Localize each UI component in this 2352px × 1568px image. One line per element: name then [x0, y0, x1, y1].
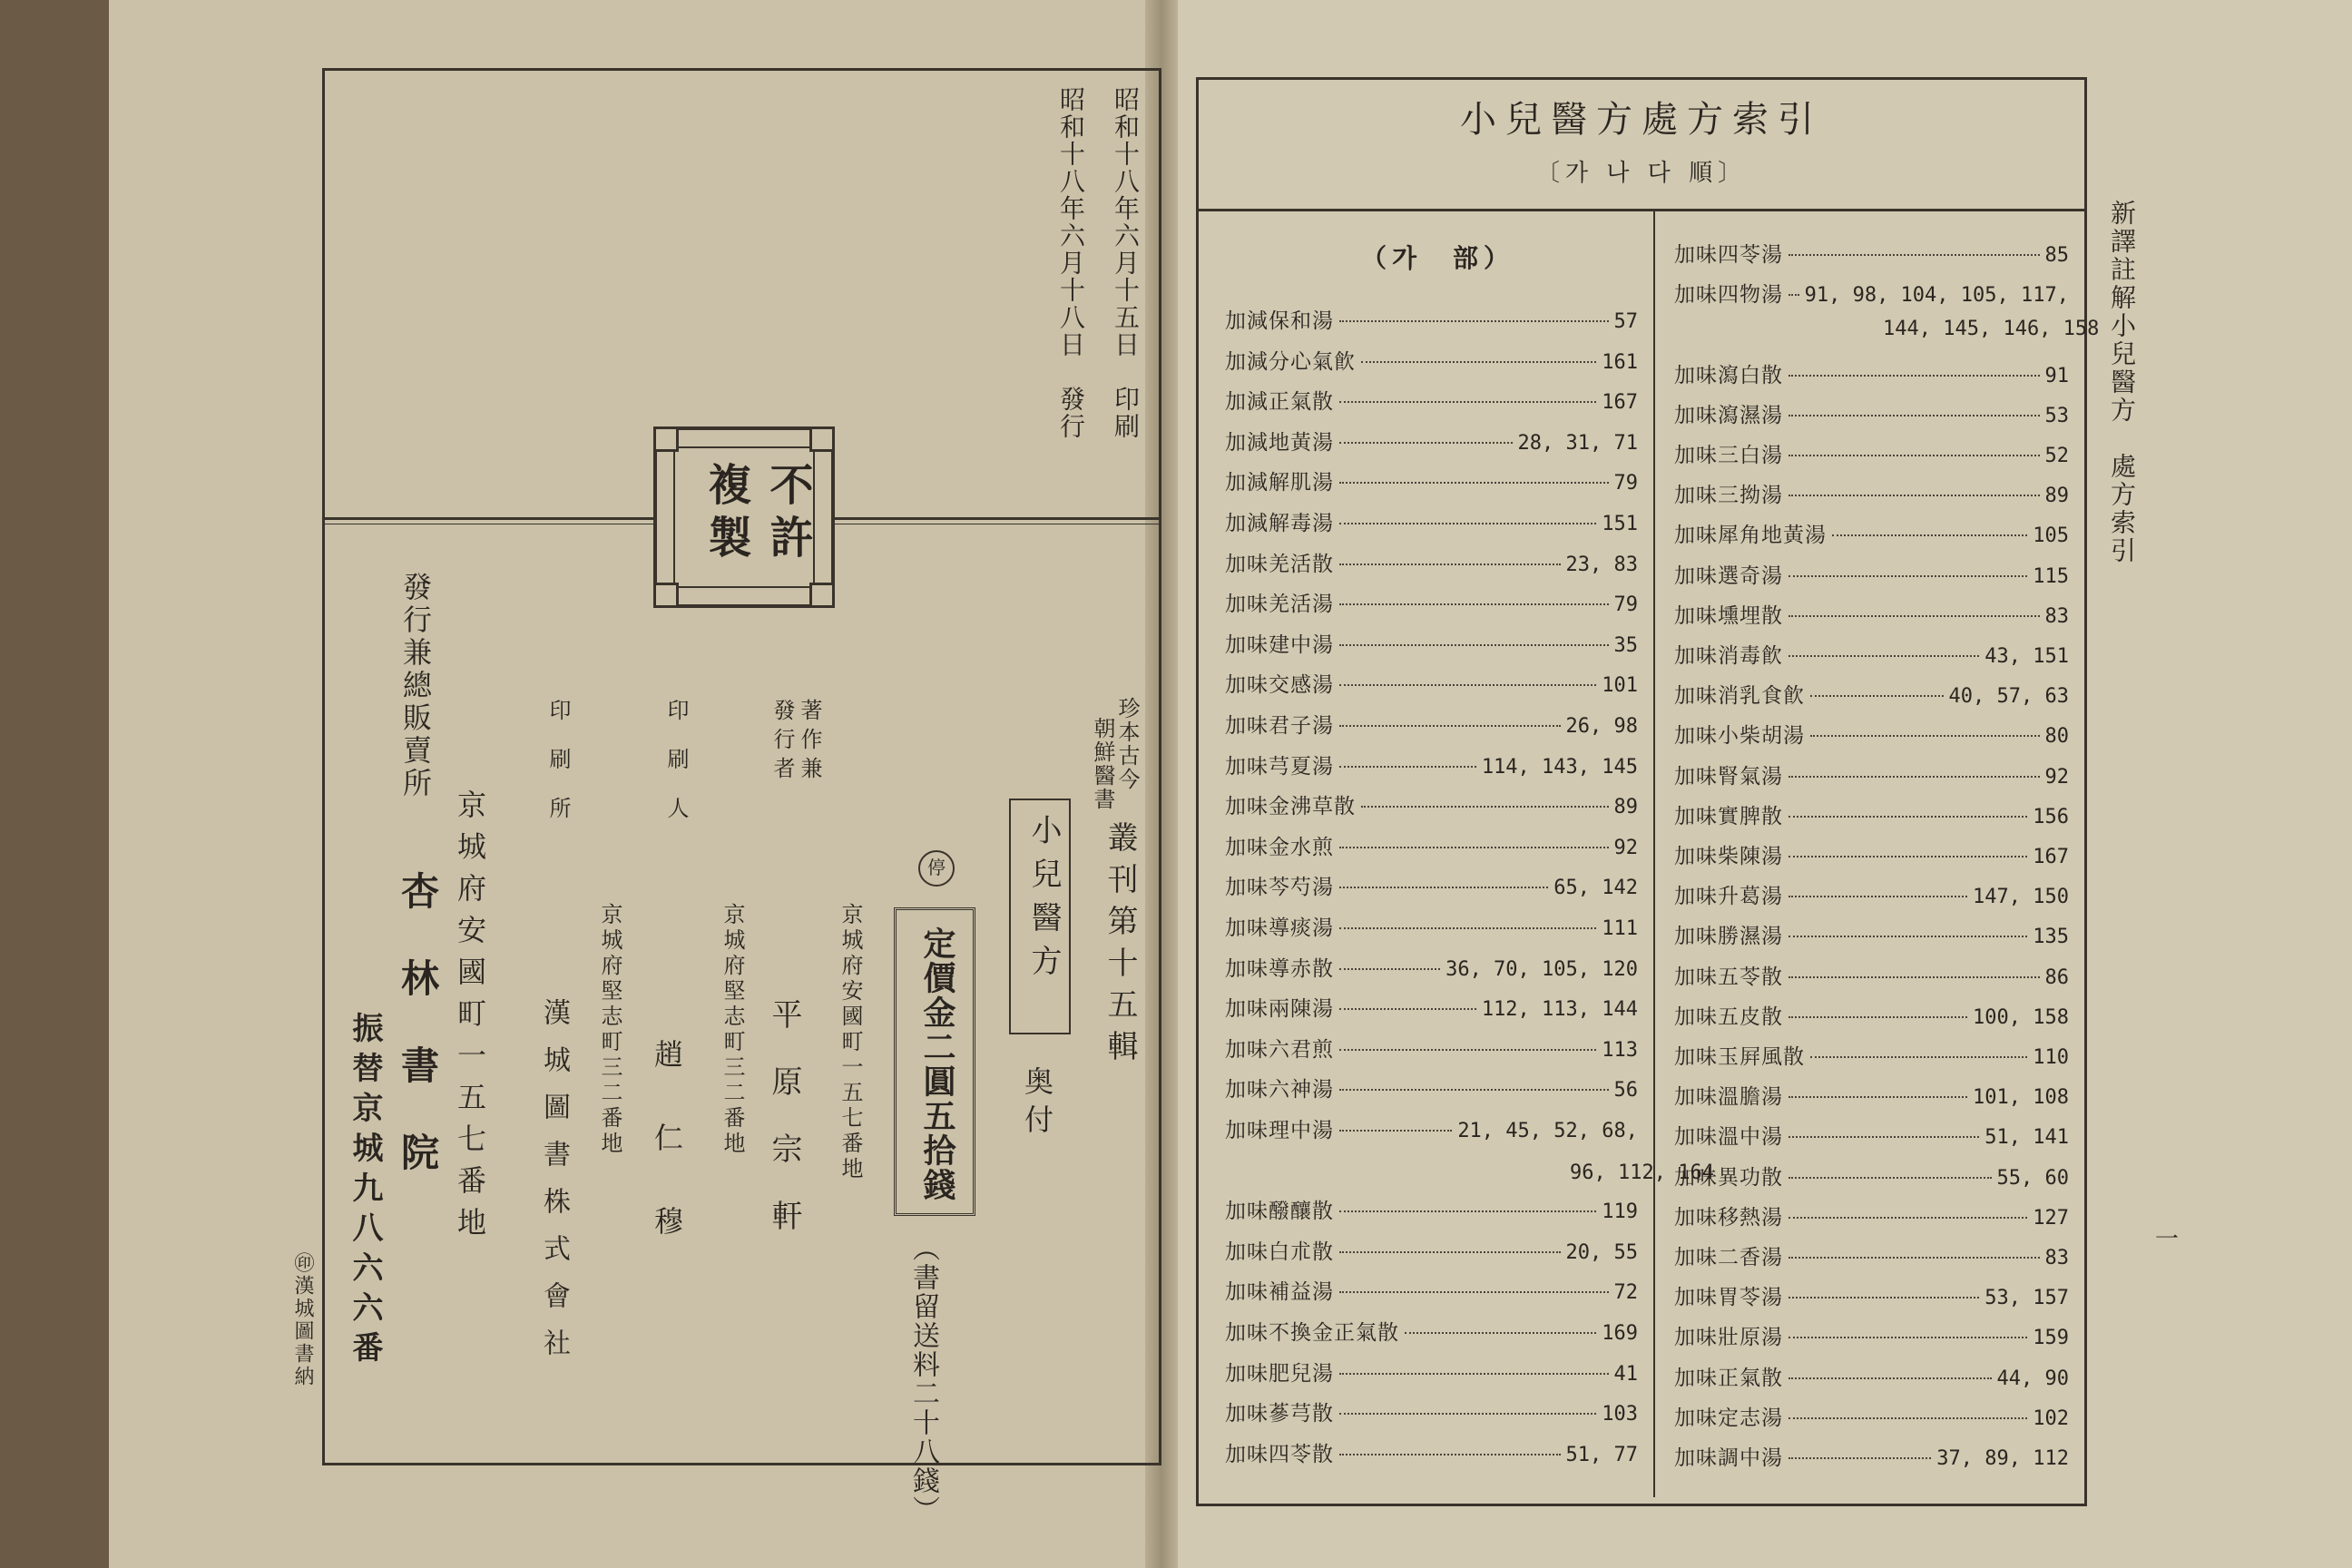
leader-dots [1339, 1413, 1596, 1415]
index-entry [1674, 679, 2069, 709]
index-entry [1674, 1080, 2069, 1110]
entry-name: 加味兩陳湯 [1225, 997, 1334, 1022]
leader-dots [1339, 482, 1609, 484]
index-entry [1225, 1275, 1638, 1305]
index-entry [1225, 587, 1638, 617]
entry-name: 加減地黃湯 [1225, 430, 1334, 455]
leader-dots [1788, 495, 2040, 496]
index-entry [1225, 506, 1638, 536]
leader-dots [1788, 575, 2027, 577]
entry-pages: 105 [2033, 524, 2069, 548]
publisher-label: 發行者 [769, 699, 795, 786]
leader-dots [1788, 896, 1967, 897]
entry-name: 加味二香湯 [1674, 1246, 1783, 1269]
entry-name: 加味理中湯 [1225, 1119, 1334, 1142]
leader-dots [1339, 320, 1609, 322]
leader-dots [1339, 1251, 1561, 1253]
index-column-divider [1653, 209, 1655, 1497]
entry-pages: 35 [1613, 633, 1638, 657]
index-entry [1225, 1357, 1638, 1387]
leader-dots [1339, 1373, 1609, 1375]
entry-pages: 37, 89, 112 [1936, 1447, 2069, 1470]
leader-dots [1788, 1136, 1979, 1138]
entry-pages: 151 [1602, 513, 1638, 535]
leader-dots [1339, 766, 1476, 768]
entry-name: 加味醱釀散 [1225, 1200, 1334, 1224]
entry-pages: 169 [1602, 1322, 1638, 1345]
entry-name: 加味調中湯 [1674, 1446, 1783, 1470]
leader-dots [1339, 1008, 1476, 1010]
index-entry [1674, 1161, 2069, 1191]
leader-dots [1788, 254, 2040, 256]
leader-dots [1339, 1089, 1609, 1091]
entry-name: 加味玉屛風散 [1674, 1045, 1805, 1069]
index-entry [1674, 1320, 2069, 1350]
entry-name: 加味芎夏湯 [1225, 754, 1334, 779]
entry-pages: 110 [2033, 1046, 2069, 1069]
index-entry [1225, 709, 1638, 739]
printer-label: 印刷人 [663, 699, 689, 846]
index-entry [1225, 789, 1638, 819]
entry-pages: 102 [2033, 1406, 2069, 1430]
leader-dots [1339, 847, 1609, 848]
entry-pages: 115 [2033, 564, 2069, 588]
entry-pages: 41 [1613, 1362, 1638, 1386]
entry-name: 加味六君煎 [1225, 1037, 1334, 1062]
entry-name: 加味腎氣湯 [1674, 764, 1783, 789]
index-entry [1674, 599, 2069, 629]
printer-mark: ㊞漢城圖書納 [291, 1252, 314, 1388]
index-entry [1674, 960, 2069, 990]
entry-pages: 103 [1602, 1403, 1638, 1426]
entry-name: 加味導赤散 [1225, 956, 1334, 981]
entry-name: 加味溫膽湯 [1674, 1085, 1783, 1110]
entry-name: 加味四苓散 [1225, 1442, 1334, 1466]
entry-pages: 101 [1602, 674, 1638, 698]
entry-name: 加味犀角地黃湯 [1674, 524, 1827, 548]
entry-name: 加味六神湯 [1225, 1078, 1334, 1102]
copyright-stamp [653, 426, 835, 608]
leader-dots [1810, 695, 1944, 697]
entry-pages: 114, 143, 145 [1481, 755, 1638, 779]
leader-dots [1788, 976, 2040, 978]
leader-dots [1339, 1210, 1596, 1212]
entry-pages: 119 [1602, 1200, 1638, 1224]
entry-pages: 147, 150 [1973, 886, 2069, 909]
entry-pages: 53, 157 [1984, 1287, 2069, 1310]
entry-name: 加味羌活湯 [1225, 593, 1334, 617]
entry-name: 加減解毒湯 [1225, 512, 1334, 535]
leader-dots [1788, 1457, 1931, 1459]
leader-dots [1339, 564, 1561, 565]
print-date: 昭和十八年六月十五日 印刷 [1111, 86, 1141, 440]
index-entry [1674, 879, 2069, 909]
entry-name: 加減正氣散 [1225, 390, 1334, 415]
entry-pages: 91, 98, 104, 105, 117, [1804, 284, 2069, 308]
series-small-2: 朝鮮醫書 [1090, 717, 1115, 811]
leader-dots [1788, 655, 1979, 657]
index-entry [1674, 919, 2069, 949]
entry-name: 加減解肌湯 [1225, 471, 1334, 495]
index-entry [1225, 1396, 1638, 1426]
entry-pages: 167 [1602, 391, 1638, 415]
entry-name: 加味五苓散 [1674, 965, 1783, 989]
seller-name: 杏林書院 [396, 871, 440, 1220]
index-entry [1674, 639, 2069, 669]
author-name: 平原宗軒 [766, 998, 802, 1267]
series-small: 珍本古今 [1114, 697, 1140, 791]
entry-name: 加味移熱湯 [1674, 1205, 1783, 1230]
colophon-frame [322, 68, 1161, 1524]
book-title: 小兒醫方 [1025, 814, 1062, 988]
entry-pages: 57 [1613, 310, 1638, 333]
entry-pages: 20, 55 [1565, 1240, 1638, 1264]
entry-name: 加味導痰湯 [1225, 916, 1334, 940]
entry-name: 加味三白湯 [1674, 444, 1783, 467]
entry-name: 加減保和湯 [1225, 309, 1334, 333]
entry-pages: 36, 70, 105, 120 [1446, 957, 1638, 981]
leader-dots [1339, 442, 1513, 444]
entry-name: 加味不換金正氣散 [1225, 1321, 1399, 1345]
index-entry [1674, 1240, 2069, 1270]
entry-pages: 56 [1613, 1079, 1638, 1102]
entry-name: 加味五皮散 [1674, 1004, 1783, 1029]
index-entry [1225, 1437, 1638, 1467]
entry-name: 加味建中湯 [1225, 632, 1334, 657]
entry-pages: 89 [2044, 485, 2069, 508]
entry-name: 加味壎埋散 [1674, 603, 1783, 628]
entry-pages: 44, 90 [1996, 1367, 2069, 1390]
leader-dots [1339, 968, 1440, 970]
index-entry [1674, 760, 2069, 789]
index-entry [1674, 1200, 2069, 1230]
entry-name: 加味金沸草散 [1225, 795, 1356, 819]
entry-name: 加味金水煎 [1225, 835, 1334, 859]
leader-dots [1810, 1056, 2027, 1058]
entry-pages: 40, 57, 63 [1948, 685, 2069, 709]
entry-name: 加味消乳食飮 [1674, 684, 1805, 709]
leader-dots [1339, 1049, 1596, 1051]
leader-dots [1339, 603, 1609, 605]
entry-name: 加味溫中湯 [1674, 1125, 1783, 1150]
page-number: 一 [2155, 1226, 2180, 1253]
index-entry [1674, 1280, 2069, 1310]
entry-pages: 112, 113, 144 [1481, 998, 1638, 1022]
entry-name: 加減分心氣飮 [1225, 349, 1356, 374]
leader-dots [1788, 415, 2040, 416]
entry-name: 加味異功散 [1674, 1165, 1783, 1190]
index-entry [1225, 1194, 1638, 1224]
entry-pages: 101, 108 [1973, 1086, 2069, 1110]
index-entry [1225, 426, 1638, 456]
entry-name: 加味四物湯 [1674, 283, 1783, 308]
entry-pages: 92 [1613, 836, 1638, 859]
press-address: 京城府堅志町三二番地 [597, 903, 622, 1157]
leader-dots [1405, 1332, 1596, 1334]
entry-pages: 43, 151 [1984, 645, 2069, 668]
stamp-text-2: 複製 [701, 462, 751, 567]
leader-dots [1788, 856, 2027, 858]
entry-name: 加味白朮散 [1225, 1240, 1334, 1264]
leader-dots [1788, 1257, 2040, 1259]
printer-address: 京城府堅志町三二番地 [720, 903, 745, 1157]
entry-name: 加味選奇湯 [1674, 564, 1783, 588]
index-entry [1225, 668, 1638, 698]
leader-dots [1788, 1297, 1979, 1298]
entry-pages: 51, 77 [1565, 1443, 1638, 1466]
index-entry [1674, 1120, 2069, 1150]
index-entry [1674, 358, 2069, 388]
index-entry [1225, 1316, 1638, 1346]
entry-pages: 92 [2044, 765, 2069, 789]
entry-pages: 26, 98 [1565, 715, 1638, 738]
index-entry [1674, 278, 2069, 308]
index-order-note: 〔가 나 다 順〕 [1535, 160, 1748, 187]
entry-pages: 52 [2044, 445, 2069, 467]
leader-dots [1339, 1291, 1609, 1293]
leader-dots [1788, 1377, 1992, 1379]
index-entry [1225, 870, 1638, 900]
index-entry [1225, 1033, 1638, 1063]
index-entry [1674, 518, 2069, 548]
leader-dots [1339, 644, 1609, 646]
leader-dots [1361, 806, 1609, 808]
leader-dots [1339, 725, 1561, 727]
index-entry [1674, 1441, 2069, 1471]
index-entry [1225, 911, 1638, 941]
entry-name: 加味補益湯 [1225, 1280, 1334, 1305]
entry-pages: 72 [1613, 1281, 1638, 1305]
leader-dots [1788, 1096, 1967, 1098]
entry-name: 加味三拗湯 [1674, 484, 1783, 508]
leader-dots [1339, 401, 1596, 403]
postage: （書留送料二十八錢） [907, 1234, 939, 1524]
leader-dots [1788, 776, 2040, 778]
index-entry [1674, 1361, 2069, 1391]
entry-name: 加味羌活散 [1225, 552, 1334, 576]
leader-dots [1788, 455, 2040, 456]
index-entry [1225, 992, 1638, 1022]
entry-name: 加味正氣散 [1674, 1366, 1783, 1390]
entry-name: 加味肥兒湯 [1225, 1361, 1334, 1386]
entry-pages: 21, 45, 52, 68, [1457, 1120, 1638, 1142]
entry-pages: 111 [1602, 917, 1638, 940]
index-entry [1674, 1401, 2069, 1431]
price: 定價金二圓五拾錢 [918, 926, 956, 1202]
press-label: 印刷所 [545, 699, 571, 846]
leader-dots [1788, 1177, 1992, 1179]
entry-name: 加味胃苓湯 [1674, 1286, 1783, 1310]
entry-pages: 86 [2044, 965, 2069, 989]
entry-name: 加味實脾散 [1674, 804, 1783, 828]
printer-name: 趙仁穆 [650, 1039, 684, 1289]
price-mark: 停 [918, 850, 955, 887]
entry-pages: 135 [2033, 926, 2069, 949]
index-entry [1225, 385, 1638, 415]
entry-pages: 28, 31, 71 [1517, 431, 1638, 455]
entry-name: 加味蔘芎散 [1225, 1402, 1334, 1426]
entry-name: 加味消毒飮 [1674, 644, 1783, 668]
entry-pages: 83 [2044, 604, 2069, 628]
index-entry [1225, 466, 1638, 495]
entry-name: 加味升葛湯 [1674, 885, 1783, 909]
entry-pages: 23, 83 [1565, 553, 1638, 576]
index-entry [1225, 750, 1638, 779]
leader-dots [1339, 1454, 1561, 1455]
entry-pages: 91 [2044, 364, 2069, 387]
index-entry [1225, 1235, 1638, 1265]
leader-dots [1788, 1016, 1967, 1018]
index-entry [1674, 238, 2069, 268]
author-address: 京城府安國町一五七番地 [838, 903, 863, 1182]
section-heading: （가 部） [1361, 243, 1515, 273]
entry-pages: 156 [2033, 805, 2069, 828]
leader-dots [1788, 936, 2027, 937]
index-entry [1225, 304, 1638, 334]
entry-pages: 113 [1602, 1038, 1638, 1062]
right-continuation: 144, 145, 146, 158 [1883, 318, 2100, 340]
index-entry [1225, 547, 1638, 577]
left-continuation: 96, 112, 164 [1570, 1161, 1714, 1184]
entry-pages: 79 [1613, 593, 1638, 617]
leader-dots [1339, 887, 1548, 888]
seller-address: 京城府安國町一五七番地 [453, 789, 487, 1249]
entry-name: 加味瀉白散 [1674, 363, 1783, 387]
entry-name: 加味四苓湯 [1674, 243, 1783, 267]
leader-dots [1361, 361, 1596, 363]
entry-pages: 53 [2044, 404, 2069, 427]
author-label: 著作兼 [797, 699, 822, 786]
index-entry [1674, 1040, 2069, 1070]
leader-dots [1788, 1217, 2027, 1219]
index-entry [1225, 628, 1638, 658]
index-entry [1674, 559, 2069, 589]
entry-name: 加味柴陳湯 [1674, 845, 1783, 868]
entry-pages: 167 [2033, 846, 2069, 868]
entry-pages: 80 [2044, 725, 2069, 749]
press-name: 漢城圖書株式會社 [538, 998, 570, 1376]
leader-dots [1788, 1337, 2027, 1338]
index-entry [1225, 1113, 1638, 1143]
index-entry [1225, 1073, 1638, 1102]
entry-pages: 159 [2033, 1327, 2069, 1350]
entry-name: 加味壯原湯 [1674, 1326, 1783, 1350]
leader-dots [1339, 927, 1596, 929]
price-box [894, 907, 975, 1216]
stamp-text-1: 不許 [762, 462, 813, 567]
index-entry [1674, 719, 2069, 749]
index-entry [1674, 438, 2069, 468]
index-entry [1674, 478, 2069, 508]
index-entry [1225, 345, 1638, 375]
entry-name: 加味瀉濕湯 [1674, 403, 1783, 427]
leader-dots [1788, 615, 2040, 617]
entry-pages: 65, 142 [1553, 877, 1638, 900]
leader-dots [1788, 1417, 2027, 1419]
issue-date: 昭和十八年六月十八日 發行 [1056, 86, 1086, 440]
entry-pages: 161 [1602, 350, 1638, 374]
seller-account: 振替京城九八六六番 [347, 1012, 383, 1371]
entry-pages: 51, 141 [1984, 1126, 2069, 1150]
index-entry [1674, 799, 2069, 829]
index-entry [1674, 398, 2069, 428]
seller-label: 發行兼總販賣所 [398, 572, 433, 800]
leader-dots [1832, 534, 2027, 536]
index-header-divider [1196, 209, 2087, 211]
running-head: 新譯註解小兒醫方 處方索引 [2107, 200, 2137, 565]
leader-dots [1788, 294, 1799, 296]
leader-dots [1788, 816, 2027, 818]
entry-name: 加味芩芍湯 [1225, 876, 1334, 900]
leader-dots [1339, 523, 1596, 524]
leader-dots [1339, 1130, 1452, 1132]
entry-pages: 127 [2033, 1206, 2069, 1230]
entry-name: 加味勝濕湯 [1674, 925, 1783, 949]
entry-pages: 83 [2044, 1247, 2069, 1269]
entry-pages: 89 [1613, 796, 1638, 819]
leader-dots [1788, 375, 2040, 377]
entry-pages: 85 [2044, 244, 2069, 267]
entry-name: 加味君子湯 [1225, 714, 1334, 738]
index-entry [1225, 830, 1638, 860]
index-title: 小兒醫方處方索引 [1460, 99, 1823, 141]
entry-name: 加味定志湯 [1674, 1406, 1783, 1430]
series-name: 叢刊第十五輯 [1102, 821, 1138, 1072]
index-entry [1674, 839, 2069, 869]
entry-name: 加味交感湯 [1225, 673, 1334, 698]
index-entry [1225, 952, 1638, 982]
index-entry [1674, 1000, 2069, 1030]
leader-dots [1339, 684, 1596, 686]
leader-dots [1810, 735, 2040, 737]
book-suffix: 奥付 [1020, 1066, 1054, 1142]
entry-pages: 79 [1613, 472, 1638, 495]
book-title-box [1009, 799, 1071, 1034]
entry-pages: 100, 158 [1973, 1005, 2069, 1029]
entry-pages: 55, 60 [1996, 1166, 2069, 1190]
entry-name: 加味小柴胡湯 [1674, 724, 1805, 749]
